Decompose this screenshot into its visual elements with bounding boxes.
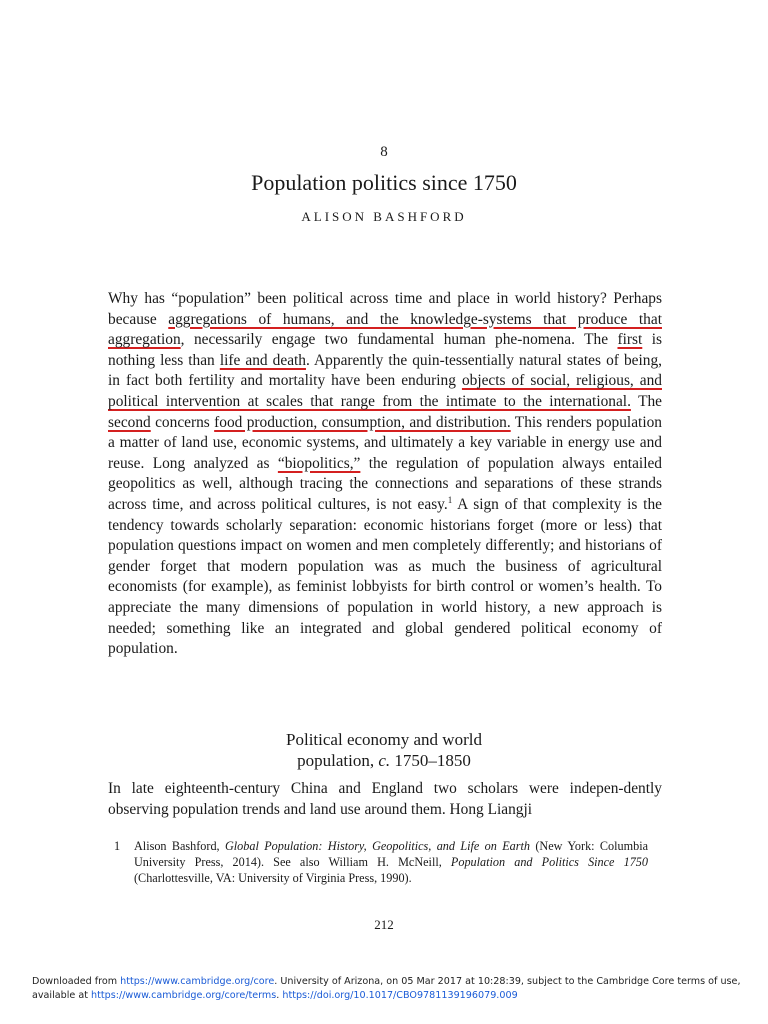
underlined-phrase: food production, consumption, and distribution. — [214, 413, 511, 431]
text-run: This renders population a matter of land use, economic systems, and ultimately a key variable in energy use and reuse. Long analyzed as — [108, 413, 662, 472]
underlined-phrase: second — [108, 413, 151, 431]
download-line-2: available at https://www.cambridge.org/core/terms. https://doi.org/10.1017/CBO9781139196079.009 — [32, 990, 518, 1001]
underlined-phrase: first — [617, 331, 643, 349]
section-heading-line1: Political economy and world — [286, 730, 482, 749]
underlined-phrase: aggregations of humans, and the knowledge-systems that produce that aggregation — [108, 310, 662, 349]
doi-link[interactable]: https://doi.org/10.1017/CBO9781139196079.009 — [282, 990, 518, 1001]
terms-link[interactable]: https://www.cambridge.org/core/terms — [91, 990, 277, 1001]
text-run: the regulation of population always entailed geopolitics as well, although tracing the connections and separations of these strands across time, and across political cultures, is not easy. — [108, 454, 662, 513]
footnote-marker[interactable]: 1 — [447, 494, 453, 505]
download-line-1: Downloaded from https://www.cambridge.org/core. University of Arizona, on 05 Mar 2017 at 10:28:39, subject to the Cambridge Core terms of use, — [32, 976, 741, 987]
page-number: 212 — [374, 917, 394, 932]
text-run: . Apparently the quin-tessentially natural states of being, in fact both fertility and mortality have been enduring — [108, 351, 662, 390]
text-run: The — [630, 392, 662, 410]
underlined-phrase: “biopolitics,” — [277, 454, 361, 472]
footnote-number: 1 — [114, 839, 121, 853]
underlined-phrase: life and death — [219, 351, 306, 369]
section-paragraph: In late eighteenth-century China and England two scholars were indepen-dently observing population trends and land use around them. Hong Liangji — [108, 780, 662, 818]
section-heading-line2: population, c. 1750–1850 — [297, 751, 471, 770]
footnote — [114, 838, 648, 886]
text-run: Why has “population” been political across time and place in world history? Perhaps because — [108, 290, 662, 328]
text-run: A sign of that complexity is the tendency towards scholarly separation: economic historians forget (more or less) that population questions impact on women and men completely differently; and historians of gender forget that modern population was as much the business of agricultural economists (for example), as feminist lobbyists for birth control or women’s health. To appreciate the many dimensions of population in world history, a new approach is needed; something like an integrated and global gendered political economy of population. — [108, 495, 662, 658]
text-run: is nothing less than — [108, 331, 662, 369]
download-notice — [32, 975, 768, 1003]
footnote-text: Alison Bashford, Global Population: History, Geopolitics, and Life on Earth (New York: Columbia University Press, 2014). See also William H. McNeill, Population and Politics Since 1750 (Charlottesville, VA: University of Virginia Press, 1990). — [134, 839, 648, 885]
chapter-number: 8 — [380, 144, 388, 160]
chapter-author: ALISON BASHFORD — [301, 209, 467, 224]
underlined-phrase: objects of social, religious, and political intervention at scales that range from the intimate to the international. — [108, 372, 662, 410]
chapter-title: Population politics since 1750 — [251, 170, 517, 195]
intro-paragraph — [108, 289, 662, 660]
section-heading — [0, 729, 768, 771]
text-run: , necessarily engage two fundamental human phe-nomena. The — [180, 331, 618, 349]
text-run: concerns — [150, 413, 215, 431]
cambridge-core-link[interactable]: https://www.cambridge.org/core — [120, 976, 275, 987]
